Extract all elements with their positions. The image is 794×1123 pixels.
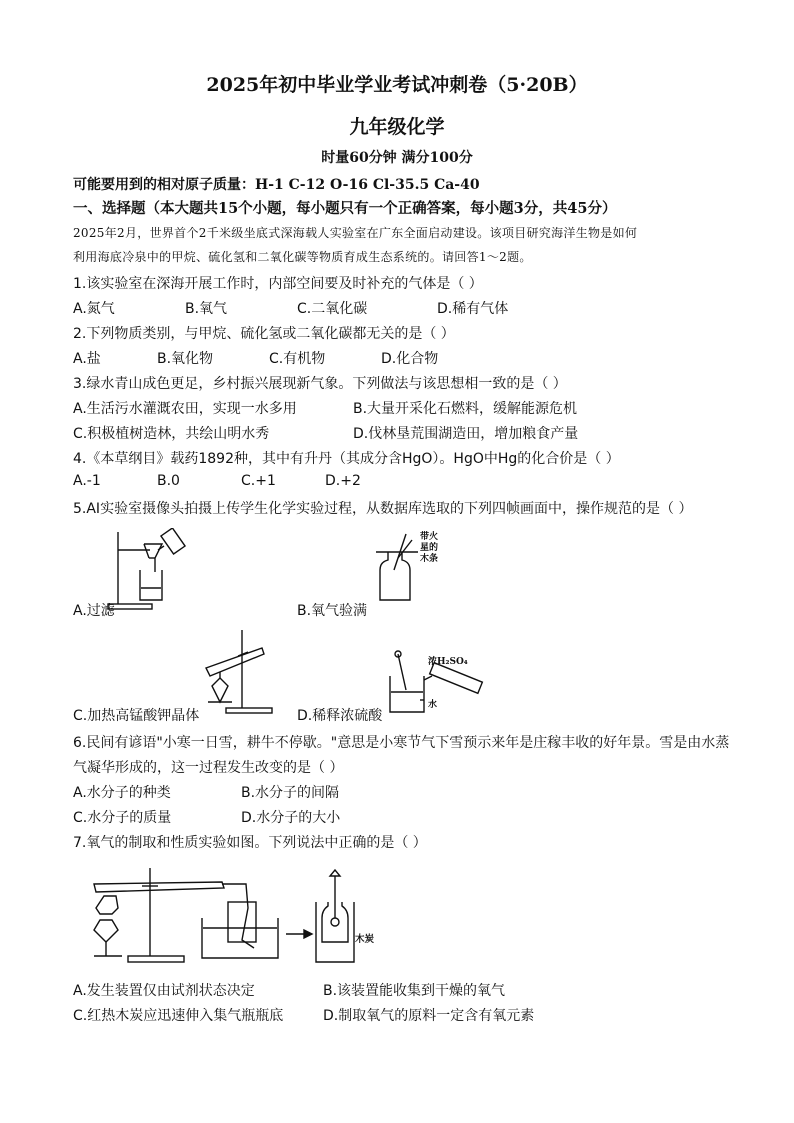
q4-option-d: D.+2 (325, 473, 361, 489)
q6-option-c: C.水分子的质量 (73, 810, 172, 826)
q5-option-b: B.氧气验满 (297, 603, 368, 619)
q5-option-d: D.稀释浓硫酸 (297, 708, 383, 724)
q6-stem-line2: 气凝华形成的，这一过程发生改变的是（ ） (73, 760, 344, 776)
time-score: 时量60分钟 满分100分 (321, 150, 473, 166)
q4-option-a: A.-1 (73, 473, 101, 489)
q2-option-a: A.盐 (73, 351, 101, 367)
q6-option-b: B.水分子的间隔 (241, 785, 340, 801)
q3-option-b: B.大量开采化石燃料，缓解能源危机 (353, 401, 578, 417)
water-label: 水 (428, 700, 438, 710)
q5-stem: 5.AI实验室摄像头拍摄上传学生化学实验过程，从数据库选取的下列四帧画面中，操作规范的是（ ） (73, 501, 693, 517)
exam-subtitle: 九年级化学 (349, 116, 445, 138)
ember-label: 带火 星的 木条 (420, 532, 439, 564)
q5-option-a: A.过滤 (73, 603, 115, 619)
q4-stem: 4.《本草纲目》载药1892种，其中有升丹（其成分含HgO）。HgO中Hg的化合价是（ ） (73, 451, 620, 467)
oxygen-apparatus-figure (82, 862, 375, 966)
q2-option-b: B.氧化物 (157, 351, 214, 367)
q1-option-c: C.二氧化碳 (297, 301, 368, 317)
acid-label: 浓H₂SO₄ (428, 657, 468, 667)
q5-option-c: C.加热高锰酸钾晶体 (73, 708, 200, 724)
filtration-figure (100, 528, 200, 610)
q3-option-d: D.伐林垦荒围湖造田，增加粮食产量 (353, 426, 579, 442)
q1-option-d: D.稀有气体 (437, 301, 509, 317)
charcoal-label: 木炭 (355, 934, 375, 945)
q2-stem: 2.下列物质类别，与甲烷、硫化氢或二氧化碳都无关的是（ ） (73, 326, 455, 342)
q7-option-c: C.红热木炭应迅速伸入集气瓶瓶底 (73, 1008, 284, 1024)
oxygen-test-figure (368, 530, 420, 602)
q4-option-b: B.0 (157, 473, 180, 489)
q4-option-c: C.+1 (241, 473, 276, 489)
q7-stem: 7.氧气的制取和性质实验如图。下列说法中正确的是（ ） (73, 835, 427, 851)
intro-line-2: 利用海底冷泉中的甲烷、硫化氢和二氧化碳等物质育成生态系统的。请回答1～2题。 (73, 250, 532, 264)
exam-title: 2025年初中毕业学业考试冲刺卷（5·20B） (206, 74, 588, 96)
q6-option-d: D.水分子的大小 (241, 810, 341, 826)
q1-option-b: B.氧气 (185, 301, 228, 317)
q2-option-c: C.有机物 (269, 351, 326, 367)
q3-option-a: A.生活污水灌溉农田，实现一水多用 (73, 401, 297, 417)
q1-option-a: A.氮气 (73, 301, 115, 317)
q3-option-c: C.积极植树造林，共绘山明水秀 (73, 426, 270, 442)
q7-option-d: D.制取氧气的原料一定含有氧元素 (323, 1008, 535, 1024)
q1-stem: 1.该实验室在深海开展工作时，内部空间要及时补充的气体是（ ） (73, 276, 483, 292)
q7-option-b: B.该装置能收集到干燥的氧气 (323, 983, 506, 999)
atomic-masses: 可能要用到的相对原子质量：H-1 C-12 O-16 Cl-35.5 Ca-40 (73, 177, 480, 193)
q6-stem-line1: 6.民间有谚语"小寒一日雪，耕牛不停歇。"意思是小寒节气下雪预示来年是庄稼丰收的好年景。雪是由水蒸 (73, 735, 730, 751)
q7-option-a: A.发生装置仅由试剂状态决定 (73, 983, 255, 999)
section-heading: 一、选择题（本大题共15个小题，每小题只有一个正确答案，每小题3分，共45分） (73, 200, 617, 217)
intro-line-1: 2025年2月，世界首个2千米级坐底式深海载人实验室在广东全面启动建设。该项目研究海洋生物是如何 (73, 226, 638, 240)
q3-stem: 3.绿水青山成色更足，乡村振兴展现新气象。下列做法与该思想相一致的是（ ） (73, 376, 567, 392)
heating-figure (198, 626, 276, 716)
q6-option-a: A.水分子的种类 (73, 785, 171, 801)
q2-option-d: D.化合物 (381, 351, 439, 367)
